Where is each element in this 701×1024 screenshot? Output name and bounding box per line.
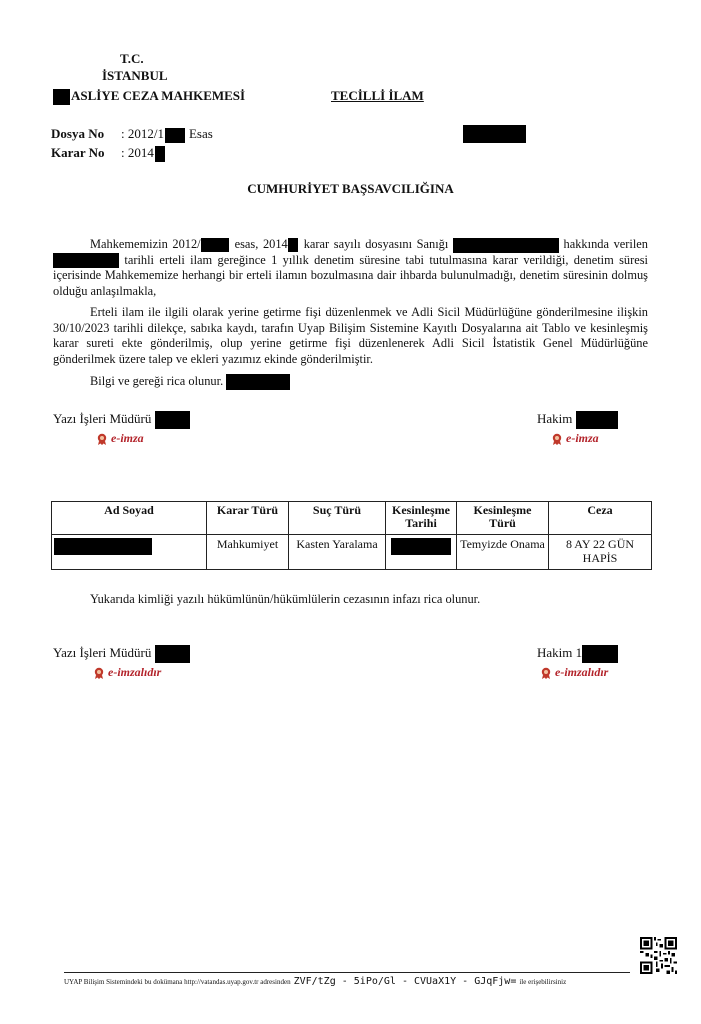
- qr-code-icon: [640, 937, 677, 974]
- footer-prefix: UYAP Bilişim Sistemindeki bu dokümana http://vatandas.uyap.gov.tr adresinden: [64, 978, 291, 986]
- p1-part-d: hakkında verilen: [563, 237, 648, 251]
- th-ceza: Ceza: [549, 502, 652, 535]
- p1-part-e: tarihli erteli ilam gereğince 1 yıllık denetim süresine tabi tutulmasına karar verildiği, denetim süresi içerisinde Mahkememize herhangi bir erteli ilamın bozulmasına dair ihbarda bulunulmadığı, denetim süresinin dolmuş olduğu anlaşılmakla,: [53, 252, 648, 298]
- p1-part-b: esas, 2014: [234, 237, 288, 251]
- body-paragraph-3: [90, 374, 290, 390]
- td-kesinlesme-tarihi: [386, 535, 457, 570]
- judge-signature-top: [537, 411, 618, 429]
- document-type-title: TECİLLİ İLAM: [331, 88, 424, 103]
- header-city: İSTANBUL: [102, 68, 168, 83]
- redaction-block: [463, 125, 526, 143]
- clerk-esign-top: [96, 431, 144, 446]
- th-kesinlesme-turu: Kesinleşme Türü: [457, 502, 549, 535]
- e-signature-seal-icon: [540, 667, 552, 679]
- redaction-block: [226, 374, 290, 390]
- p1-part-a: Mahkememizin 2012/: [90, 237, 201, 251]
- p1-part-c: karar sayılı dosyasını Sanığı: [303, 237, 449, 251]
- header-court: [53, 88, 245, 105]
- th-ad-soyad: Ad Soyad: [52, 502, 207, 535]
- redaction-block: [288, 238, 298, 252]
- redaction-block: [576, 411, 618, 429]
- header-tc: T.C.: [120, 51, 144, 66]
- karar-no-label: Karar No: [51, 145, 105, 160]
- table-row: [52, 535, 652, 570]
- judge-label: Hakim 1: [537, 645, 583, 660]
- karar-no-value: : 2014: [121, 145, 154, 160]
- judge-esign-bottom: [540, 665, 608, 680]
- p3-text: Bilgi ve gereği rica olunur.: [90, 374, 224, 388]
- clerk-signature-top: [53, 411, 190, 429]
- clerk-label: Yazı İşleri Müdürü: [53, 645, 152, 660]
- karar-no-row: [51, 145, 165, 162]
- dosya-no-value: : 2012/1: [121, 126, 164, 141]
- e-signature-seal-icon: [96, 433, 108, 445]
- redaction-block: [391, 538, 451, 555]
- dosya-no-label: Dosya No: [51, 126, 105, 141]
- redaction-block: [155, 645, 190, 663]
- footer-suffix: ile erişebilirsiniz: [519, 978, 567, 986]
- table-header-row: [52, 502, 652, 535]
- redaction-block: [53, 89, 70, 105]
- e-signature-seal-icon: [93, 667, 105, 679]
- redaction-block: [201, 238, 229, 252]
- judge-label: Hakim: [537, 411, 573, 426]
- redaction-block: [453, 238, 559, 253]
- dosya-no-row: [51, 126, 213, 143]
- footer-verification: [64, 972, 630, 987]
- clerk-signature-bottom: [53, 645, 190, 663]
- body-paragraph-2: Erteli ilam ile ilgili olarak yerine getirme fişi düzenlenmek ve Adli Sicil Müdürlüğüne gönderilmesine ilişkin 30/10/2023 tarihli dilekçe, sabıka kaydı, tarafın Uyap Bilişim Sistemine Kayıtlı Dosyalarına ait Tablo ve kesinleşmiş karar sureti ekte gönderilmiş, olup yerine getirme fişi düzenlenerek Adli Sicil İstatistik Genel Müdürlüğüne gönderilmek üzere talep ve ekleri yazımız ekinde gönderilmiştir.: [53, 305, 648, 366]
- body-paragraph-1: [53, 237, 648, 300]
- redaction-block: [582, 645, 618, 663]
- td-suc-turu: Kasten Yaralama: [289, 535, 386, 570]
- esign-label: e-imzalıdır: [108, 665, 162, 679]
- redaction-block: [165, 128, 185, 143]
- esign-label: e-imzalıdır: [555, 665, 609, 679]
- th-karar-turu: Karar Türü: [207, 502, 289, 535]
- dosya-no-suffix: Esas: [188, 126, 213, 141]
- redaction-block: [155, 411, 190, 429]
- td-ad-soyad: [52, 535, 207, 570]
- td-ceza: 8 AY 22 GÜN HAPİS: [549, 535, 652, 570]
- judge-esign-top: [551, 431, 599, 446]
- redaction-block: [53, 253, 119, 268]
- judge-signature-bottom: [537, 645, 618, 663]
- redaction-block: [54, 538, 152, 555]
- redaction-block: [155, 146, 165, 162]
- esign-label: e-imza: [111, 431, 144, 445]
- td-kesinlesme-turu: Temyizde Onama: [457, 535, 549, 570]
- recipient-title: CUMHURİYET BAŞSAVCILIĞINA: [247, 181, 454, 196]
- verification-code: ZVF/tZg - 5iPo/Gl - CVUaX1Y - GJqFjw=: [293, 976, 517, 987]
- th-kesinlesme-tarihi: Kesinleşme Tarihi: [386, 502, 457, 535]
- sentence-table: [51, 501, 652, 570]
- e-signature-seal-icon: [551, 433, 563, 445]
- td-karar-turu: Mahkumiyet: [207, 535, 289, 570]
- closing-sentence: Yukarıda kimliği yazılı hükümlünün/hükümlülerin cezasının infazı rica olunur.: [90, 592, 481, 606]
- clerk-esign-bottom: [93, 665, 161, 680]
- court-name: ASLİYE CEZA MAHKEMESİ: [71, 88, 246, 103]
- esign-label: e-imza: [566, 431, 599, 445]
- clerk-label: Yazı İşleri Müdürü: [53, 411, 152, 426]
- th-suc-turu: Suç Türü: [289, 502, 386, 535]
